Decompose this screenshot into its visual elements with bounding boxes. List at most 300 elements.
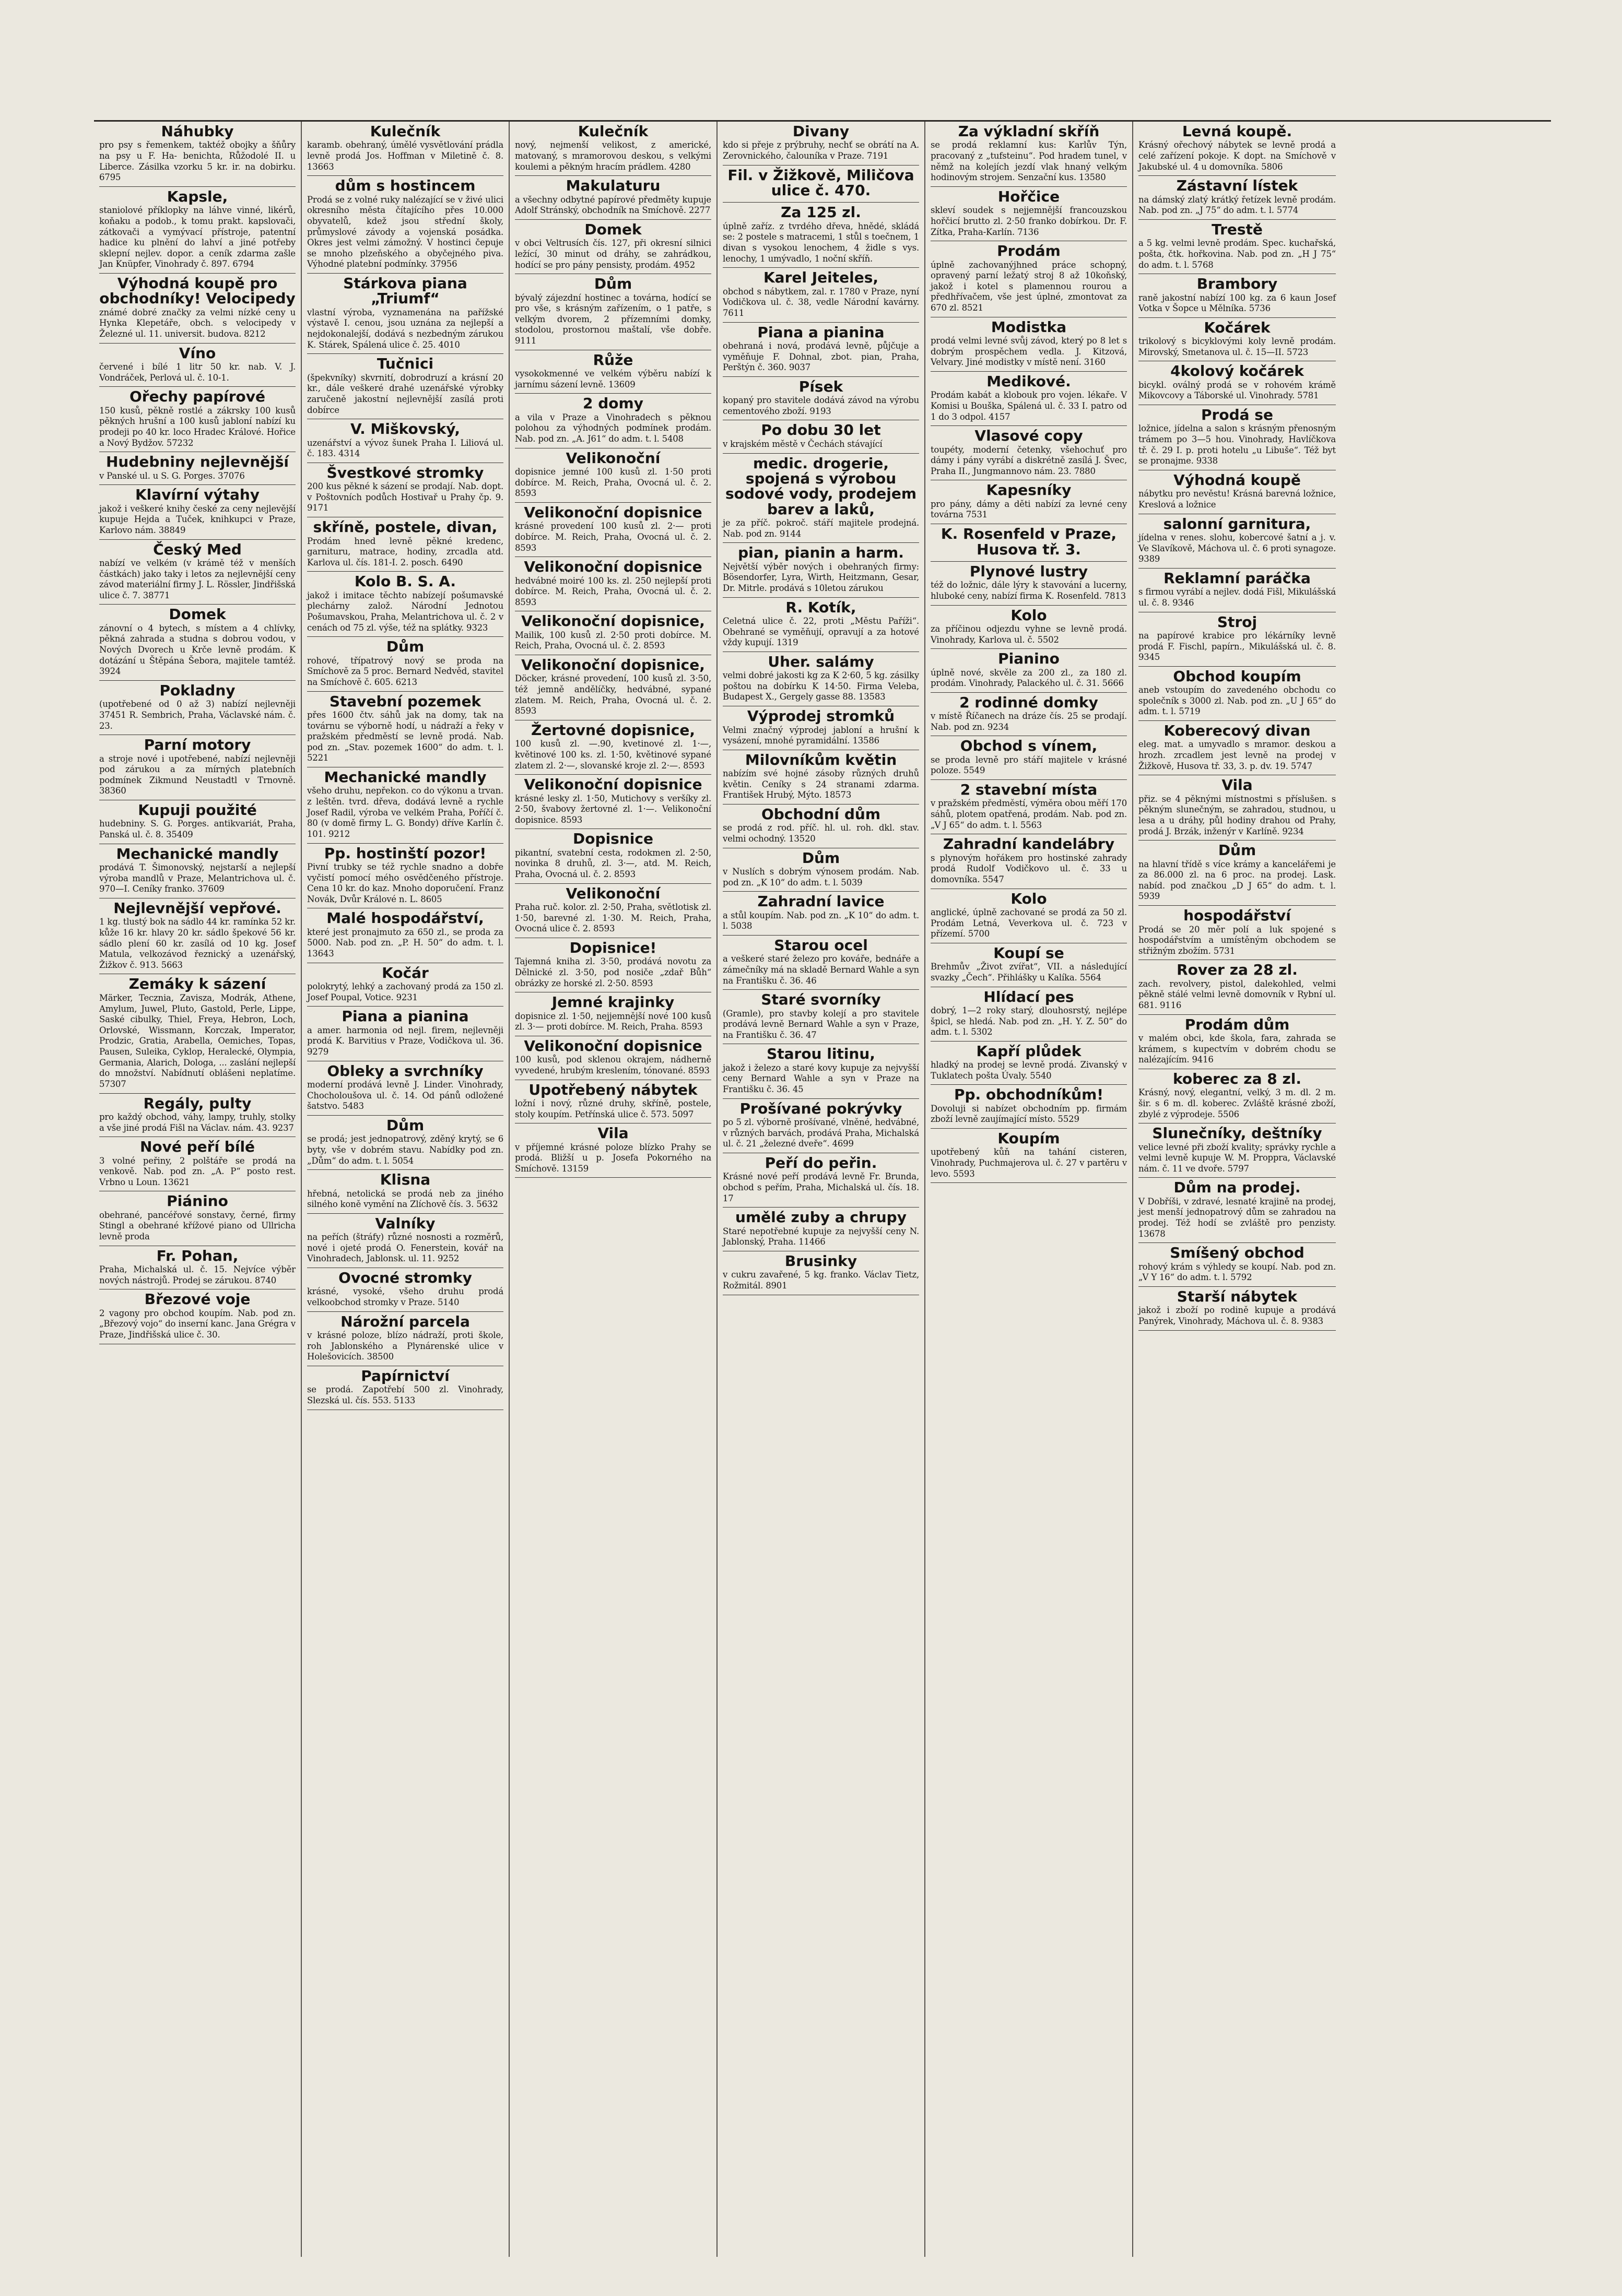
column-5: [925, 122, 1133, 2257]
classified-ad: [931, 1129, 1127, 1183]
classified-ad: [723, 706, 919, 750]
ad-title: Vila: [597, 1125, 629, 1142]
ad-body: dopisnice zl. 1·50, nejjemnější nové 100 kusů zl. 3·— proti dobírce. M. Reich, Praha. 8593: [515, 1011, 711, 1032]
classified-ad: [723, 936, 919, 990]
ad-body: nábytku pro nevěstu! Krásná barevná ložnice, Kreslová a ložnice: [1138, 489, 1336, 510]
classified-ad: [931, 187, 1127, 241]
ad-title: Starou ocel: [774, 936, 868, 954]
classified-ad: [1138, 1243, 1336, 1287]
classified-ad: [307, 1214, 503, 1268]
ad-title: Dům: [386, 1116, 425, 1134]
classified-ad: [515, 1036, 711, 1080]
classified-ad: [1138, 318, 1336, 362]
ad-body: Märker, Tecznia, Zavisza, Modrák, Athene, Amylum, Juwel, Pluto, Gastold, Perle, Lippe, Saské cibulky, Thiel, Freya, Hebron, Loch, Orlovské, Wissmann, Korczak, Imperator, Prodzic, Gratia, Arabella, Oemiches, Topas, Pausen, Suleika, Cyklop, Heralecké, Olympia, Germania, Alarich, Dologa, ... zaslání nejlepší do množství. Nabídnutí oblášeni neplatíme. 57307: [99, 992, 296, 1089]
ad-body: v pražském předměstí, výměra obou měří 170 sáhů, plotem opatřená, prodám. Nab. pod zn. „V J 65“ do adm. t. l. 5563: [931, 798, 1127, 830]
classified-ad: [515, 220, 711, 274]
ad-body: velice levné při zboží kvality; správky rychle a velmi levně kupuje W. M. Proppra, Václavské nám. č. 11 ve dvoře. 5797: [1138, 1142, 1336, 1174]
ad-title: Domek: [584, 220, 642, 238]
classified-ad: [1138, 514, 1336, 569]
ad-title: Velikonoční dopisnice: [524, 1037, 702, 1055]
ad-title: Fr. Pohan,: [156, 1247, 239, 1264]
classified-ad: [1138, 841, 1336, 906]
ad-title: Nárožní parcela: [340, 1312, 470, 1330]
ad-body: obehrané, pancéřové sonstavy, černé, firmy Stingl a obehrané křížové piano od Ullricha levně proda: [99, 1210, 296, 1242]
ad-title: K. Rosenfeld v Praze, Husova tř. 3.: [941, 525, 1117, 558]
ad-title: hospodářství: [1183, 907, 1291, 925]
classified-ad: [99, 844, 296, 898]
ad-body: kopaný pro stavitele dodává závod na výrobu cementového zboží. 9193: [723, 395, 919, 416]
ad-title: Makulaturu: [566, 177, 661, 195]
ad-title: Za 125 zl.: [781, 204, 861, 221]
ad-title: Kolo: [1010, 606, 1047, 624]
classified-ad: [1138, 220, 1336, 274]
ad-title: Velikonoční dopisnice: [524, 776, 702, 794]
ad-body: Pivní trubky se též rychle snadno a dobře vyčistí pomocí mého osvědčeného přístroje. Cena 10 kr. do kaz. Mnoho doporučení. Franz Novák, Dvůr Králové n. L. 8605: [307, 861, 503, 904]
classified-ad: [99, 681, 296, 735]
classified-ad: [931, 834, 1127, 889]
ad-title: Za výkladní skříň: [958, 123, 1100, 140]
ad-title: Mechanické mandly: [324, 768, 487, 786]
ad-body: v Nuslích s dobrým výnosem prodám. Nab. pod zn. „K 10“ do adm. t. l. 5039: [723, 867, 919, 887]
ad-body: rohové, třípatrový nový se proda na Smíchově za 5 proc. Bernard Nedvěd, stavitel na Smíchově č. 605. 6213: [307, 655, 503, 687]
ad-body: Prodá se z volné ruky nalézající se v živé ulici okresního města čítajícího přes 10.000 obyvatelů, kdež jsou střední školy, průmyslové závody a vojenská posádka. Okres jest velmi zámožný. V hostinci čepuje se mnoho plzeňského a obyčejného piva. Výhodné platební podmínky. 37956: [307, 194, 503, 269]
ad-body: dobrý, 1—2 roky starý, dlouhosrstý, nejlépe špicl, se hledá. Nab. pod zn. „H. Y. Z. 50“ do adm. t. l. 5302: [931, 1005, 1127, 1037]
classified-ad: [307, 572, 503, 637]
ad-body: Tajemná kniha zl. 3·50, prodává novotu za Dělnické zl. 3·50, pod nosiče „zdař Bůh“ obrázky ze horské zl. 2·50. 8593: [515, 956, 711, 988]
column-2: [302, 122, 510, 2257]
classified-ad: [307, 419, 503, 463]
classified-ad: [1138, 1178, 1336, 1243]
column-6: [1133, 122, 1341, 2257]
ad-body: Brehmův „Život zvířat“, VII. a následující svazky „Čech“. Přihlášky u Kalíka. 5564: [931, 962, 1127, 983]
ad-body: v malém obci, kde škola, fara, zahrada se krámem, s kupectvím v dobrém chodu se nalézajícím. 9416: [1138, 1033, 1336, 1065]
ad-body: v Panské ul. u S. G. Porges. 37076: [99, 470, 245, 481]
classified-ad: [307, 1268, 503, 1312]
classified-ad: [515, 655, 711, 720]
ad-title: Kulečník: [370, 123, 441, 140]
ad-body: hedvábné moiré 100 ks. zl. 250 nejlepší proti dobírce. M. Reich, Praha, Ovocná ul. č. 2. 8593: [515, 575, 711, 607]
ad-body: se prodá; jest jednopatrový, zděný krytý, se 6 byty, vše v dobrém stavu. Nabídky pod zn. „Dům“ do adm. t. l. 5054: [307, 1134, 503, 1166]
ad-title: Velikonoční: [566, 884, 661, 902]
ad-body: dopisnice jemné 100 kusů zl. 1·50 proti dobírce. M. Reich, Praha, Ovocná ul. č. 2. 8593: [515, 466, 711, 499]
ad-body: prodá velmi levné svůj závod, který po 8 let s dobrým prospěchem vedla. J. Kitzová, Velvary. Jiné modistky v místě není. 3160: [931, 336, 1127, 368]
ad-body: nový, nejmenší velikost, z americké, matovaný, s mramorovou deskou, s velkými koulemi a pěkným hracím prádlem. 4280: [515, 140, 711, 172]
ad-title: Zahradní kandelábry: [943, 835, 1115, 853]
classified-ad: [307, 1007, 503, 1061]
classified-ad: [723, 1099, 919, 1153]
ad-title: Prošívané pokrývky: [739, 1099, 902, 1117]
classified-ad: [1138, 361, 1336, 405]
ad-body: trikolový s bicyklovými koly levně prodám. Mirovský, Smetanova ul. č. 15—II. 5723: [1138, 336, 1336, 357]
ad-title: Švestkové stromky: [326, 464, 484, 481]
classified-ad: [99, 1191, 296, 1246]
classified-ad: [99, 800, 296, 844]
classified-ad: [515, 938, 711, 992]
ad-body: přiz. se 4 pěknými místnostmi s příslušen. s pěkným slunečným, se zahradou, studnou, u lesa a u dráhy, půl hodiny drahou od Prahy, prodá J. Brzák, inženýr v Karlíně. 9234: [1138, 794, 1336, 836]
ad-title: Prodám dům: [1184, 1015, 1290, 1033]
classified-ad: [515, 992, 711, 1036]
ad-title: Stárkova piana „Triumf“: [343, 275, 467, 307]
ad-title: Velikonoční dopisnice,: [521, 656, 705, 674]
ad-body: jídelna v renes. slohu, kobercové šatní a j. v. Ve Slavíkově, Máchova ul. č. 6 proti synagoze. 9389: [1138, 532, 1336, 564]
classified-ad: [307, 1061, 503, 1116]
classified-ad: [931, 736, 1127, 780]
ad-title: Kolo B. S. A.: [354, 573, 456, 590]
ad-body: Prodám hned levně pěkné kredenc, garnituru, matrace, hodiny, zrcadla atd. Karlova ul. čís. 181-I. 2. posch. 6490: [307, 536, 503, 567]
classified-ad: [931, 122, 1127, 187]
ad-body: Mailik, 100 kusů zl. 2·50 proti dobírce. M. Reich, Praha, Ovocná ul. č. 2. 8593: [515, 630, 711, 651]
ad-body: na dámský zlatý krátký řetízek levně prodám. Nab. pod zn. „J 75“ do adm. t. l. 5774: [1138, 194, 1336, 216]
ad-body: ložní i nový, různé druhy, skříně, postele, stoly koupím. Petřínská ulice č. 573. 5097: [515, 1098, 711, 1119]
ad-title: Fil. v Žižkově, Miličova ulice č. 470.: [727, 166, 914, 199]
classified-ad: [515, 829, 711, 883]
ad-body: 100 kusů zl. —.90, kvetinové zl. 1·—, květinové 100 ks. zl. 1·50, květinové sypané zlatem zl. 2·—, slovanské kroje zl. 2·—. 8593: [515, 739, 711, 771]
classified-ad: [99, 605, 296, 681]
ad-body: Krásný, nový, elegantní, velký, 3 m. dl. 2 m. šir. s 6 m. dl. koberec. Zvláště krásné zboží, zbylé z výprodeje. 5506: [1138, 1087, 1336, 1119]
classified-ad: [1138, 721, 1336, 775]
ad-body: jakož i zboží po rodině kupuje a prodává Panýrek, Vinohrady, Máchova ul. č. 8. 9383: [1138, 1305, 1336, 1326]
ad-title: Velikonoční dopisnice: [524, 558, 702, 576]
ad-body: známé dobré značky za velmi nízké ceny u Hynka Klepetáře, obch. s velocipedy v Železné ul. 11. universit. budova. 8212: [99, 307, 296, 339]
ad-body: polokrytý, lehký a zachovaný prodá za 150 zl. Josef Poupal, Votice. 9231: [307, 981, 503, 1002]
ad-body: krásné provedení 100 kusů zl. 2·— proti dobírce. M. Reich, Praha, Ovocná ul. č. 2. 8593: [515, 521, 711, 553]
ad-body: v cukru zavařené, 5 kg. franko. Václav Tietz, Rožmitál. 8901: [723, 1270, 919, 1291]
classified-ad: [1138, 569, 1336, 612]
ad-body: nabízím své hojné zásoby různých druhů květin. Ceníky s 24 stranami zdarma. František Hrubý, Mýto. 18573: [723, 768, 919, 800]
ad-body: přes 1600 čtv. sáhů jak na domy, tak na továrnu se výborně hodí, u nádraží a řeky v pražském předměstí se levně prodá. Nab. pod zn. „Stav. pozemek 1600“ do adm. t. l. 5221: [307, 709, 503, 763]
ad-title: Zahradní lavice: [757, 893, 885, 910]
classified-ad: [515, 394, 711, 448]
ad-title: 2 stavební místa: [960, 781, 1098, 799]
classified-ad: [1138, 1287, 1336, 1331]
ad-body: 150 kusů, pěkně rostlé a zákrsky 100 kusů pěkných hrušní a 100 kusů jabloní nabízí ku prodeji po 40 kr. loco Hradec Králové. Hořice a Nový Bydžov. 57232: [99, 405, 296, 448]
ad-body: hřebná, netolická se prodá neb za jiného silného koně vymění na Zlíchově čís. 3. 5632: [307, 1188, 503, 1210]
classified-ad: [1138, 176, 1336, 220]
ad-title: Jemné krajinky: [551, 993, 675, 1011]
ad-title: Klisna: [380, 1171, 431, 1189]
ad-title: Zástavní lístek: [1176, 177, 1298, 195]
classified-ad: [99, 452, 296, 485]
ad-body: pikantní, svatební cesta, rodokmen zl. 2·50, novinka 8 druhů, zl. 3·—, atd. M. Reich, Praha, Ovocná ul. č. 2. 8593: [515, 847, 711, 880]
ad-body: pro každý obchod, váhy, lampy, truhly, stolky a vše jiné prodá Fišl na Václav. nám. 43. 9237: [99, 1111, 296, 1133]
ad-title: Medikové.: [986, 372, 1071, 390]
ad-body: Staré nepotřebné kupuje za nejvyšší ceny N. Jablonský, Praha. 11466: [723, 1226, 919, 1247]
classified-ad: [515, 274, 711, 350]
ad-title: Koberecový divan: [1163, 722, 1311, 740]
ad-body: Největší výběr nových i obehraných firmy: Bösendorfer, Lyra, Wirth, Heitzmann, Gesar, Dr. Mitrle. prodává s 10letou zárukou: [723, 561, 919, 593]
ad-body: obehraná i nová, prodává levně, půjčuje a vyměňuje F. Dohnal, zbot. pian, Praha, Perštýn č. 360. 9037: [723, 340, 919, 373]
classified-ad: [307, 844, 503, 909]
ad-body: pro pány, dámy a děti nabízí za levné ceny továrna 7531: [931, 499, 1127, 520]
ad-title: Rover za 28 zl.: [1177, 961, 1298, 979]
classified-ad: [515, 503, 711, 557]
classified-ad: [723, 323, 919, 377]
column-4: [718, 122, 925, 2257]
ad-body: 100 kusů, pod sklenou okrajem, nádherně vyvedené, hrubým kreslením, tónované. 8593: [515, 1055, 711, 1075]
ad-body: a vila v Praze a Vinohradech s pěknou polohou za výhodných podmínek prodám. Nab. pod zn. „A. J61“ do adm. t. l. 5408: [515, 412, 711, 444]
ad-title: Piana a pianina: [342, 1008, 469, 1025]
classified-ad: [1138, 667, 1336, 721]
ad-title: Kupuji použité: [138, 801, 257, 819]
classified-ad: [931, 987, 1127, 1042]
ad-body: Krásné nové peří prodává levně Fr. Brunda, obchod s peřím, Praha, Michalská ul. čís. 18. 17: [723, 1171, 919, 1203]
ad-title: Valníky: [375, 1214, 436, 1232]
ad-title: Klavírní výtahy: [135, 486, 260, 504]
ad-title: Žertovné dopisnice,: [531, 721, 695, 739]
ad-title: Obchod koupím: [1173, 667, 1301, 685]
ad-title: medic. drogerie, spojená s výrobou sodové vody, prodejem barev a laků,: [725, 454, 917, 518]
classified-ad: [515, 1080, 711, 1124]
ad-title: Stroj: [1217, 613, 1257, 631]
ad-title: Po dobu 30 let: [761, 421, 881, 439]
ad-title: Pokladny: [159, 681, 236, 699]
ad-body: upotřebený kůň na tahání cisteren, Vinohrady, Puchmajerova ul. č. 27 v partěru v levo. 5593: [931, 1147, 1127, 1179]
ad-title: Brusinky: [784, 1252, 857, 1270]
newspaper-page: [94, 120, 1551, 2257]
ad-body: s firmou vyrábí a nejlev. dodá Fišl, Mikulášská ul. č. 8. 9346: [1138, 587, 1336, 608]
classified-ad: [723, 543, 919, 597]
classified-ad: [307, 767, 503, 844]
classified-ad: [99, 1137, 296, 1191]
ad-body: 200 kus pěkné k sázení se prodají. Nab. dopt. v Poštovních podůch Hostivař u Prahy čp. 9. 9171: [307, 481, 503, 513]
ad-title: Vlasové copy: [974, 427, 1083, 445]
classified-ad: [723, 377, 919, 421]
ad-title: Víno: [179, 344, 216, 362]
classified-ad: [99, 485, 296, 539]
ad-body: (Gramle), pro stavby kolejí a pro stavitele prodává levně Bernard Wahle a syn v Praze, na Františku č. 36. 47: [723, 1008, 919, 1040]
ad-title: Reklamní paráčka: [1163, 569, 1311, 587]
classified-ad: [931, 780, 1127, 834]
classified-ad: [307, 1170, 503, 1214]
ad-title: Modistka: [991, 318, 1067, 336]
ad-body: Velmi značný výprodej jabloní a hrušní k vysázení, mnohé pyramidální. 13586: [723, 725, 919, 746]
ad-body: též do ložnic, dále lýry k stavování a lucerny, hluboké ceny, nabízí firma K. Rosenfeld. 7813: [931, 580, 1127, 601]
classified-ad: [931, 317, 1127, 372]
classified-ad: [515, 176, 711, 220]
classified-ad: [307, 1116, 503, 1170]
ad-body: a stůl koupím. Nab. pod zn. „K 10“ do adm. t. l. 5038: [723, 910, 919, 931]
classified-ad: [515, 557, 711, 611]
ad-title: Regály, pulty: [143, 1094, 252, 1112]
classified-ad: [1138, 405, 1336, 470]
ad-title: Velikonoční dopisnice: [524, 503, 702, 521]
ad-title: Náhubky: [161, 123, 234, 140]
classified-ad: [1138, 960, 1336, 1014]
classified-ad: [723, 990, 919, 1044]
classified-ad: [307, 1312, 503, 1366]
classified-ad: [931, 1085, 1127, 1129]
ad-body: které jest pronajmuto za 650 zl., se proda za 5000. Nab. pod zn. „P. H. 50“ do adm. t. l. 13643: [307, 927, 503, 959]
ad-title: Kapří plůdek: [976, 1042, 1082, 1060]
ad-title: Dům: [802, 849, 840, 867]
ad-title: Pianino: [998, 650, 1060, 668]
ad-body: nabízí ve velkém (v krámě též v menších částkách) jako taky i letos za nejlevnější ceny závod materiální firmy J. L. Rössler, Jindřišská ulice č. 7. 38771: [99, 558, 296, 600]
ad-title: pian, pianin a harm.: [738, 544, 904, 562]
classified-ad: [931, 1042, 1127, 1085]
classified-ad: [723, 1251, 919, 1295]
ad-body: obchod s nábytkem, zal. r. 1780 v Praze, nyní Vodičkova ul. č. 38, vedle Národní kavárny. 7611: [723, 286, 919, 318]
ad-body: úplně zachovanýjhned práce schopný, opravený parní ležatý stroj 8 až 10koňský, jakož i kotel s plamennou rourou a předhřívačem, vše jest úplné, zmontovat za 670 zl. 8521: [931, 259, 1127, 313]
classified-ad: [307, 354, 503, 419]
ad-body: jakož i veškeré knihy české za ceny nejlevější kupuje Hejda a Tuček, knihkupci v Praze, Karlovo nám. 38849: [99, 503, 296, 535]
classified-ad: [1138, 1123, 1336, 1178]
classified-ad: [307, 176, 503, 274]
ad-body: hudebniny. S. G. Porges. antikvariát, Praha, Panská ul. č. 8. 35409: [99, 819, 296, 840]
classified-ad: [1138, 775, 1336, 841]
ad-title: Parní motory: [144, 736, 251, 754]
ad-body: moderní prodává levně J. Linder. Vinohrady, Chocholoušova ul. č. 14. Od pánů odložené šatstvo. 5483: [307, 1080, 503, 1111]
ad-body: rohový krám s výhledy se koupí. Nab. pod zn. „V Y 16“ do adm. t. l. 5792: [1138, 1261, 1336, 1283]
ad-body: anglické, úplně zachované se prodá za 50 zl. Prodám Letná, Veverkova ul. č. 723 v přízemí. 5700: [931, 907, 1127, 939]
classified-ad: [931, 480, 1127, 524]
classified-ad: [99, 1094, 296, 1138]
ad-title: Smíšený obchod: [1170, 1244, 1304, 1262]
ad-title: Nové peří bílé: [139, 1138, 255, 1156]
ad-title: Starší nábytek: [1177, 1287, 1298, 1305]
classified-ad: [515, 350, 711, 394]
ad-body: uzenářství a vývoz šunek Praha I. Liliová ul. č. 183. 4314: [307, 437, 503, 459]
classified-ad: [515, 611, 711, 655]
classified-ad: [723, 598, 919, 652]
classified-ad: [1138, 274, 1336, 318]
ad-body: se prodá reklamní kus: Karlův Týn, pracovaný z „tufsteinu“. Pod hradem tunel, v němž na kolejích jezdí vlak hnaný velkým hodinovým strojem. Senzační kus. 13580: [931, 140, 1127, 183]
ad-body: v obci Veltrusích čís. 127, při okresní silnici ležící, 30 minut od dráhy, se zahrádkou, hodící se pro pány pensisty, prodám. 4952: [515, 238, 711, 270]
classified-ad: [99, 274, 296, 344]
ad-body: aneb vstoupím do zavedeného obchodu co společník s 3000 zl. Nab. pod zn. „U J 65“ do adm. t. l. 5719: [1138, 685, 1336, 717]
classified-ad: [99, 974, 296, 1093]
classified-ad: [723, 892, 919, 936]
ad-body: zánovní o 4 bytech, s místem a 4 chlívky, pěkná zahrada a studna s dobrou vodou, v Nových Dvorech u Krče levně prodám. K dotázání u Štěpána Šebora, majitele tamtéž. 3924: [99, 623, 296, 677]
ad-title: 2 rodinné domky: [959, 693, 1098, 711]
classified-ad: [99, 187, 296, 274]
ad-title: Ovocné stromky: [338, 1269, 472, 1287]
classified-ad: [1138, 906, 1336, 960]
ad-body: krásné lesky zl. 1·50, Mutichovy s veršíky zl. 2·50, švabovy žertovné zl. 1·—. Velikonoční dopisnice. 8593: [515, 793, 711, 825]
ad-body: v příjemné krásné poloze blízko Prahy se prodá. Bližší u p. Josefa Pokorného na Smíchově. 13159: [515, 1142, 711, 1174]
ad-title: Kolo: [1010, 890, 1047, 907]
ad-body: Dovoluji si nabízet obchodním pp. firmám zboží levně zaujímající místo. 5529: [931, 1103, 1127, 1125]
ad-body: skleví soudek s nejjemnější francouzskou hořčicí brutto zl. 2·50 franko dobírkou. Dr. F. Zítka, Praha-Karlín. 7136: [931, 205, 1127, 237]
ad-title: Brambory: [1196, 275, 1278, 293]
ad-body: v krajském městě v Čechách stávající: [723, 439, 883, 449]
ad-title: Ořechy papírové: [130, 388, 265, 406]
classified-ad: [99, 540, 296, 605]
classified-ad: [515, 448, 711, 503]
ad-title: Velikonoční: [566, 449, 661, 467]
classified-ad: [307, 637, 503, 691]
classified-ad: [723, 750, 919, 804]
ad-title: Český Med: [153, 540, 242, 558]
ad-body: Döcker, krásné provedení, 100 kusů zl. 3·50, též jemně andělíčky, hedvábné, sypané zlatem. M. Reich, Praha, Ovocná ul. č. 2. 8593: [515, 673, 711, 716]
ad-body: 3 volné peřiny, 2 polštáře se prodá na venkově. Nab. pod zn. „A. P“ posto rest. Vrbno u Loun. 13621: [99, 1155, 296, 1187]
classified-ad: [515, 720, 711, 775]
classified-ad: [931, 889, 1127, 943]
ad-title: Písek: [798, 377, 843, 395]
ad-title: R. Kotík,: [785, 598, 856, 616]
ad-title: Peří do peřin.: [765, 1154, 877, 1171]
ad-body: je za příč. pokroč. stáří majitele prodejná. Nab. pod zn. 9144: [723, 518, 919, 539]
ad-body: se prodá. Zapotřebí 500 zl. Vinohrady, Slezská ul. čís. 553. 5133: [307, 1384, 503, 1405]
classified-ad: [931, 693, 1127, 737]
ad-title: Divany: [792, 123, 850, 140]
ad-title: Piánino: [167, 1192, 228, 1210]
classified-ad: [931, 562, 1127, 606]
ad-body: pro psy s řemenkem, taktéž obojky a šňůry na psy u F. Ha- benichta, Růžodolé II. u Liberce. Zásilka vzorku 5 kr. ir. na dobirku. 6795: [99, 140, 296, 183]
ad-body: se prodá z rod. příč. hl. ul. roh. dkl. stav. velmi ochodný. 13520: [723, 823, 919, 844]
ad-body: vlastní výroba, vyznamenána na pařížské výstavě I. cenou, jsou uznána za nejlepší a nejdokonalejší, dodává s nezbedným zárukou K. Stárek, Spálená ulice č. 25. 4010: [307, 307, 503, 350]
classified-ad: [307, 692, 503, 768]
classified-ad: [931, 606, 1127, 649]
ad-body: zach. revolvery, pistol, dalekohled, velmi pěkně stálé velmi levně domovník v Rybní ul. 681. 9116: [1138, 978, 1336, 1011]
ad-title: Papírnictví: [361, 1367, 450, 1384]
classified-ad: [99, 387, 296, 452]
ad-body: staniolové příklopky na láhve vinné, likérů, koňaku a podob., k tomu prakt. kapslovači, zátkovači a vymývací přístroje, patentní hadice ku plnění do lahví a jiné potřeby sklepní nejlev. dopor. a ceník zdarma zašle Jan Knüpfer, Vinohrady č. 897. 6794: [99, 205, 296, 269]
ad-title: Velikonoční dopisnice,: [521, 612, 705, 630]
ad-title: Hlídací pes: [983, 988, 1074, 1005]
ad-title: salonní garnitura,: [1163, 515, 1311, 532]
ad-body: hladký na prodej se levně prodá. Zivanský v Tuklatech pošta Úvaly. 5540: [931, 1060, 1127, 1081]
ad-body: krásné, vysoké, všeho druhu prodá velkoobchod stromky v Praze. 5140: [307, 1286, 503, 1308]
classified-ad: [723, 454, 919, 543]
classified-ad: [723, 848, 919, 892]
classified-ad: [723, 1208, 919, 1251]
classified-ad: [931, 943, 1127, 987]
ad-title: Levná koupě.: [1182, 123, 1292, 140]
classified-ad: [931, 372, 1127, 426]
ad-title: Pp. hostinští pozor!: [324, 844, 487, 862]
ad-body: úplně zaříz. z tvrdého dřeva, hnědé, skládá se: 2 postele s matracemi, 1 stůl s toečnem, 1 divan s vysokou lenochem, 4 židle s vys. lenochy, 1 umývadlo, 1 noční skříň.: [723, 221, 919, 264]
ad-body: úplně nové, skvěle za 200 zl., za 180 zl. prodám. Vinohrady, Palackého ul. č. 31. 5666: [931, 667, 1127, 689]
ad-body: a stroje nové i upotřebené, nabízí nejlevněji pod zárukou a za mírných platebních podmínek Zikmund Neustadtl v Trnovně. 38360: [99, 753, 296, 796]
ad-body: a amer. harmonia od nejl. firem, nejlevněji prodá K. Barvitius v Praze, Vodičkova ul. 36. 9279: [307, 1025, 503, 1057]
ad-body: jakož i železo a staré kovy kupuje za nejvyšší ceny Bernard Wahle a syn v Praze na Františku č. 36. 45: [723, 1062, 919, 1095]
ad-title: Starou litinu,: [767, 1045, 875, 1063]
ad-body: 1 kg. tlustý bok na sádlo 44 kr. ramínka 52 kr. kůže 16 kr. hlavy 20 kr. sádlo špekové 56 kr. sádlo plení 60 kr. zasílá od 10 kg. Josef Matula, velkozávod řeznický a uzenářský, Žižkov č. 913. 5663: [99, 917, 296, 970]
ad-title: Koupí se: [993, 944, 1064, 962]
ad-title: 2 domy: [583, 395, 643, 412]
ad-title: Prodá se: [1201, 406, 1273, 424]
ad-title: Dům: [1218, 842, 1256, 859]
column-3: [510, 122, 718, 2257]
ad-title: Kapsle,: [167, 187, 228, 205]
ad-body: jakož i imitace těchto nabízejí pošumavské plechárny založ. Národní Jednotou Pošumavskou, Praha, Melantrichova ul. č. 2 v cenách od 75 zl. výše, též na splátky. 9323: [307, 590, 503, 633]
ad-body: a všechny odbytné papírové předměty kupuje Adolf Stránský, obchodník na Smíchově. 2277: [515, 194, 711, 216]
ad-title: Pp. obchodníkům!: [954, 1086, 1104, 1104]
ad-title: Stavební pozemek: [329, 692, 481, 710]
ad-title: Staré svorníky: [761, 991, 881, 1009]
classified-ad: [1138, 122, 1336, 176]
ad-title: Dům: [386, 638, 425, 656]
ad-title: Výhodná koupě pro obchodníky! Velocipedy: [99, 275, 296, 307]
ad-body: toupéty, moderní četenky, všehochuť pro dámy i pány vyrábí a diskrétně zasílá J. Švec, Praha II., Jungmannovo nám. 23. 7880: [931, 444, 1127, 476]
ad-title: Hořčice: [997, 187, 1060, 205]
classified-ad: [515, 884, 711, 938]
classified-ad: [99, 735, 296, 800]
ad-title: V. Miškovský,: [350, 420, 460, 438]
classified-ad: [99, 122, 296, 187]
ad-title: Uher. salámy: [768, 653, 874, 670]
ad-body: raně jakostní nabízí 100 kg. za 6 kaun Josef Votka v Šopce u Mělníka. 5736: [1138, 292, 1336, 314]
ad-body: V Dobříši, v zdravé, lesnaté krajině na prodej, jest menší jednopatrový dům se zahradou na prodej. Též hodí se zvláště pro penzisty. 13678: [1138, 1196, 1336, 1239]
ad-title: Milovníkům květin: [745, 751, 897, 768]
ad-body: Celetná ulice č. 22, proti „Městu Paříži“. Obehrané se vyměňují, opravují a za hotové vždy kupují. 1319: [723, 616, 919, 648]
ad-body: vysokokmenné ve velkém výběru nabízí k jarnímu sázení levně. 13609: [515, 369, 711, 389]
ad-body: na peřích (štráfy) různé nosnosti a rozměrů, nové i ojeté prodá O. Fenerstein, kovář na Vinohradech, Jablonsk. ul. 11. 9252: [307, 1232, 503, 1264]
classified-ad: [1138, 1069, 1336, 1123]
ad-title: Obchodní dům: [761, 806, 881, 823]
ad-title: Dopisnice: [573, 830, 653, 848]
ad-body: karamb. obehraný, úmělé vysvětlování prádla levně prodá Jos. Hoffman v Miletině č. 8. 13663: [307, 140, 503, 172]
